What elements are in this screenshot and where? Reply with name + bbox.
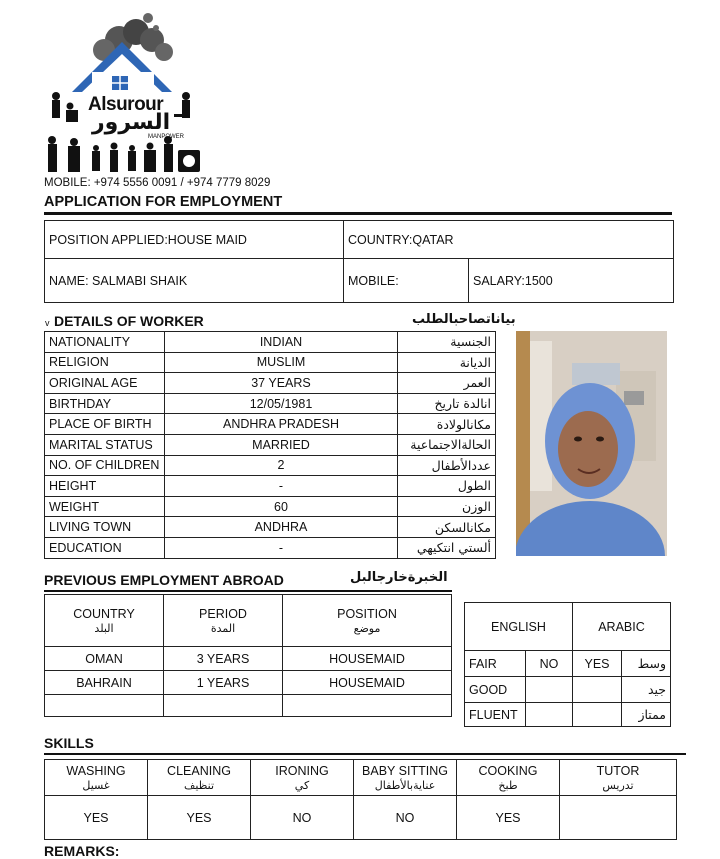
detail-row <box>45 517 496 538</box>
title-rule <box>44 212 672 215</box>
previous-heading-arabic: الخبرةخارجالبل <box>350 570 448 585</box>
photo-image <box>516 331 667 556</box>
lang-english-header: ENGLISH <box>465 603 573 651</box>
skill-cleaning: CLEANING تنظيف <box>148 760 251 796</box>
detail-label-arabic: مكانالولادة <box>398 414 496 435</box>
skill-baby-sitting: BABY SITTING عنايةبالأطفال <box>354 760 457 796</box>
level-fluent: FLUENT <box>465 703 526 727</box>
skill-value: NO <box>251 796 354 840</box>
detail-row <box>45 537 496 558</box>
previous-heading: PREVIOUS EMPLOYMENT ABROAD <box>44 572 284 588</box>
skills-table <box>44 759 677 840</box>
empty-cell <box>45 695 164 717</box>
previous-position: HOUSEMAID <box>283 647 452 671</box>
previous-period: 1 YEARS <box>164 671 283 695</box>
skill-value <box>560 796 677 840</box>
details-heading-prefix: v <box>45 318 50 328</box>
logo-arabic-text: السرور <box>92 110 171 135</box>
empty-cell <box>164 695 283 717</box>
previous-position: HOUSEMAID <box>283 671 452 695</box>
detail-label-arabic: العمر <box>398 373 496 394</box>
level-good: GOOD <box>465 677 526 703</box>
detail-value: ANDHRA PRADESH <box>165 414 398 435</box>
empty-cell <box>283 695 452 717</box>
detail-label: PLACE OF BIRTH <box>45 414 165 435</box>
detail-label: ORIGINAL AGE <box>45 373 165 394</box>
previous-rule <box>44 590 452 592</box>
detail-row <box>45 455 496 476</box>
detail-row <box>45 332 496 353</box>
arabic-good <box>573 677 622 703</box>
arabic-fair: YES <box>573 651 622 677</box>
applicant-name: NAME: SALMABI SHAIK <box>45 259 344 303</box>
skills-rule <box>44 753 686 755</box>
detail-value: 37 YEARS <box>165 373 398 394</box>
detail-label: NO. OF CHILDREN <box>45 455 165 476</box>
header-period: PERIOD المدة <box>164 595 283 647</box>
skill-cooking: COOKING طبخ <box>457 760 560 796</box>
detail-row <box>45 352 496 373</box>
level-fluent-ar: ممتاز <box>622 703 671 727</box>
position-applied: POSITION APPLIED:HOUSE MAID <box>45 221 344 259</box>
english-fluent <box>526 703 573 727</box>
detail-label-arabic: الوزن <box>398 496 496 517</box>
worker-photo <box>516 331 667 556</box>
languages-table <box>464 602 671 727</box>
detail-value: 60 <box>165 496 398 517</box>
skills-heading: SKILLS <box>44 735 94 751</box>
detail-value: 12/05/1981 <box>165 393 398 414</box>
detail-label-arabic: ألستي انتكيهي <box>398 537 496 558</box>
logo-latin-text: Alsurour <box>88 94 164 115</box>
detail-value: MUSLIM <box>165 352 398 373</box>
detail-label-arabic: الحالةالاجتماعية <box>398 434 496 455</box>
detail-label-arabic: انالدة تاريخ <box>398 393 496 414</box>
detail-label: EDUCATION <box>45 537 165 558</box>
details-heading <box>45 313 204 331</box>
english-fair: NO <box>526 651 573 677</box>
country: COUNTRY:QATAR <box>344 221 674 259</box>
detail-label: HEIGHT <box>45 476 165 497</box>
detail-row <box>45 476 496 497</box>
detail-label: MARITAL STATUS <box>45 434 165 455</box>
detail-row <box>45 496 496 517</box>
logo-tagline: MANPOWER <box>148 134 184 140</box>
application-table <box>44 220 674 303</box>
detail-value: - <box>165 476 398 497</box>
detail-label: NATIONALITY <box>45 332 165 353</box>
previous-period: 3 YEARS <box>164 647 283 671</box>
header-country: COUNTRY البلد <box>45 595 164 647</box>
detail-label-arabic: الجنسية <box>398 332 496 353</box>
mobile-label: MOBILE: <box>344 259 469 303</box>
detail-label-arabic: الطول <box>398 476 496 497</box>
detail-value: INDIAN <box>165 332 398 353</box>
detail-label: WEIGHT <box>45 496 165 517</box>
arabic-fluent <box>573 703 622 727</box>
skill-washing: WASHING غسيل <box>45 760 148 796</box>
detail-label: LIVING TOWN <box>45 517 165 538</box>
detail-label: BIRTHDAY <box>45 393 165 414</box>
detail-value: MARRIED <box>165 434 398 455</box>
header-position: POSITION موضع <box>283 595 452 647</box>
worker-details-table <box>44 331 496 559</box>
detail-value: ANDHRA <box>165 517 398 538</box>
previous-employment-table <box>44 594 452 717</box>
details-heading-arabic: بياناتصاحبالطلب <box>412 312 516 327</box>
detail-label-arabic: مكانالسكن <box>398 517 496 538</box>
skill-value: YES <box>45 796 148 840</box>
previous-country: OMAN <box>45 647 164 671</box>
level-fair-ar: وسط <box>622 651 671 677</box>
company-mobile: MOBILE: +974 5556 0091 / +974 7779 8029 <box>44 177 271 189</box>
detail-label: RELIGION <box>45 352 165 373</box>
level-good-ar: جيد <box>622 677 671 703</box>
detail-value: 2 <box>165 455 398 476</box>
details-heading-text: DETAILS OF WORKER <box>53 313 204 329</box>
skill-value: NO <box>354 796 457 840</box>
detail-row <box>45 373 496 394</box>
lang-arabic-header: ARABIC <box>573 603 671 651</box>
english-good <box>526 677 573 703</box>
previous-country: BAHRAIN <box>45 671 164 695</box>
level-fair: FAIR <box>465 651 526 677</box>
skill-tutor: TUTOR تدريس <box>560 760 677 796</box>
skill-value: YES <box>457 796 560 840</box>
detail-label-arabic: الديانة <box>398 352 496 373</box>
detail-value: - <box>165 537 398 558</box>
remarks-label: REMARKS: <box>44 843 120 859</box>
skill-ironing: IRONING كي <box>251 760 354 796</box>
salary: SALARY:1500 <box>469 259 674 303</box>
detail-row <box>45 393 496 414</box>
detail-row <box>45 414 496 435</box>
detail-row <box>45 434 496 455</box>
detail-label-arabic: عددالأطفال <box>398 455 496 476</box>
company-logo <box>44 10 214 178</box>
skill-value: YES <box>148 796 251 840</box>
form-title: APPLICATION FOR EMPLOYMENT <box>44 194 283 210</box>
